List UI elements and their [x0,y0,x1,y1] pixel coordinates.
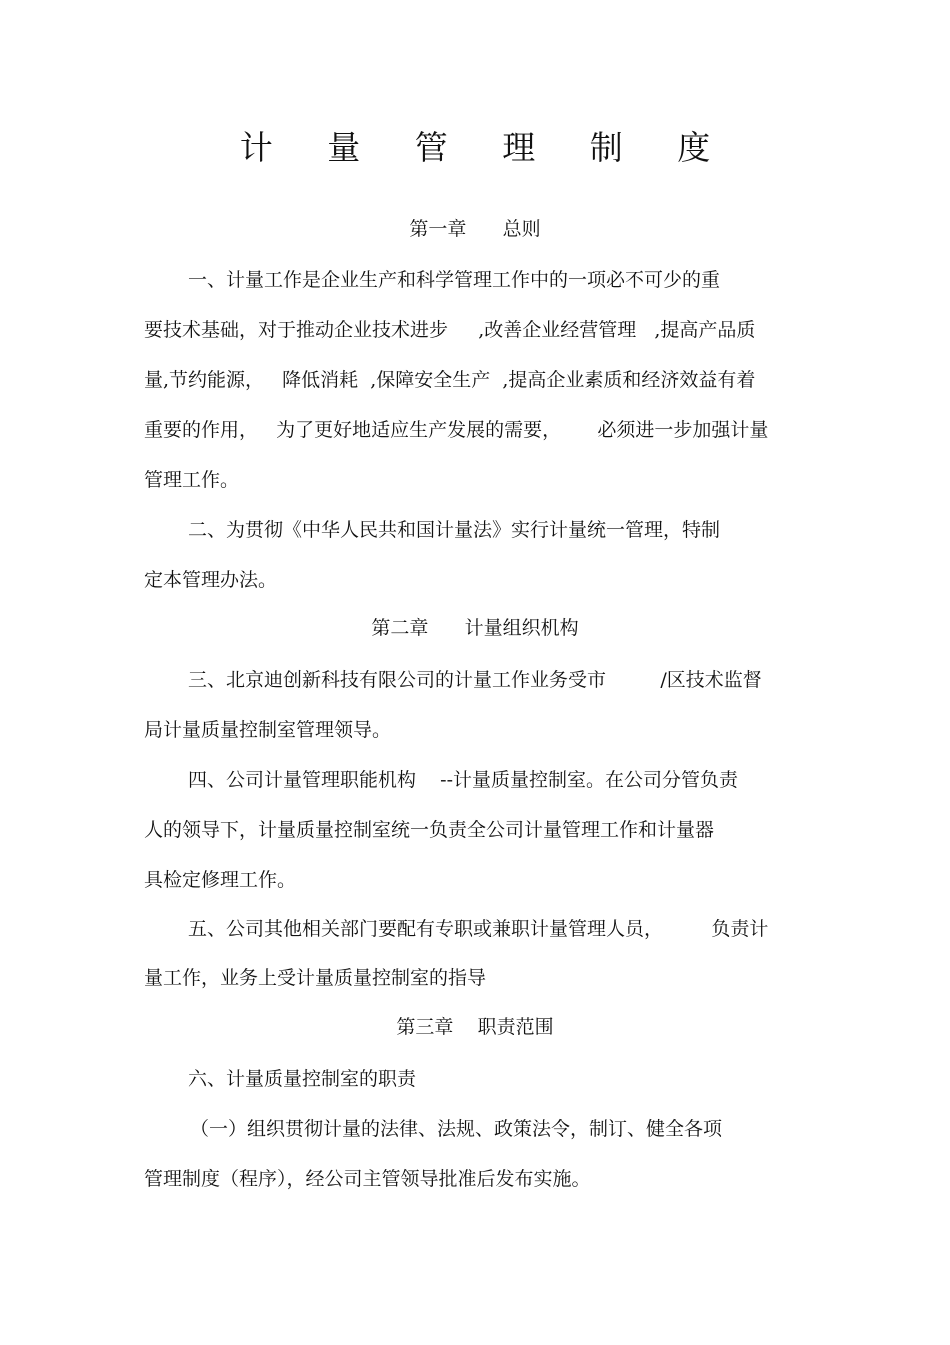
paragraph-line: （一）组织贯彻计量的法律、法规、政策法令，制订、健全各项 [190,1118,723,1140]
paragraph-line: 要技术基础，对于推动企业技术进步 ,改善企业经营管理 ,提高产品质 [144,319,756,341]
paragraph-line: 具检定修理工作。 [144,869,297,891]
paragraph-line: 管理工作。 [144,469,240,491]
paragraph-line: 一、计量工作是企业生产和科学管理工作中的一项必不可少的重 [188,269,721,291]
paragraph-line: 量,节约能源， 降低消耗 ,保障安全生产 ,提高企业素质和经济效益有着 [144,369,756,391]
paragraph-line: 二、为贯彻《中华人民共和国计量法》实行计量统一管理，特制 [188,519,721,541]
paragraph-line: 三、北京迪创新科技有限公司的计量工作业务受市 /区技术监督 [188,669,762,691]
paragraph-line: 量工作，业务上受计量质量控制室的指导 [144,967,487,989]
paragraph-line: 四、公司计量管理职能机构 --计量质量控制室。在公司分管负责 [188,769,738,791]
paragraph-line: 人的领导下，计量质量控制室统一负责全公司计量管理工作和计量器 [144,819,715,841]
document-title: 计 量 管 理 制 度 [239,128,733,167]
paragraph-line: 管理制度（程序），经公司主管领导批准后发布实施。 [144,1168,591,1190]
chapter-heading-3: 第三章 职责范围 [396,1016,554,1038]
paragraph-line: 定本管理办法。 [144,569,278,591]
paragraph-line: 六、计量质量控制室的职责 [188,1068,417,1090]
paragraph-line: 局计量质量控制室管理领导。 [144,719,392,741]
paragraph-line: 五、公司其他相关部门要配有专职或兼职计量管理人员， 负责计 [188,918,769,940]
chapter-heading-2: 第二章 计量组织机构 [371,617,579,639]
chapter-heading-1: 第一章 总则 [409,218,541,240]
paragraph-line: 重要的作用， 为了更好地适应生产发展的需要， 必须进一步加强计量 [144,419,769,441]
